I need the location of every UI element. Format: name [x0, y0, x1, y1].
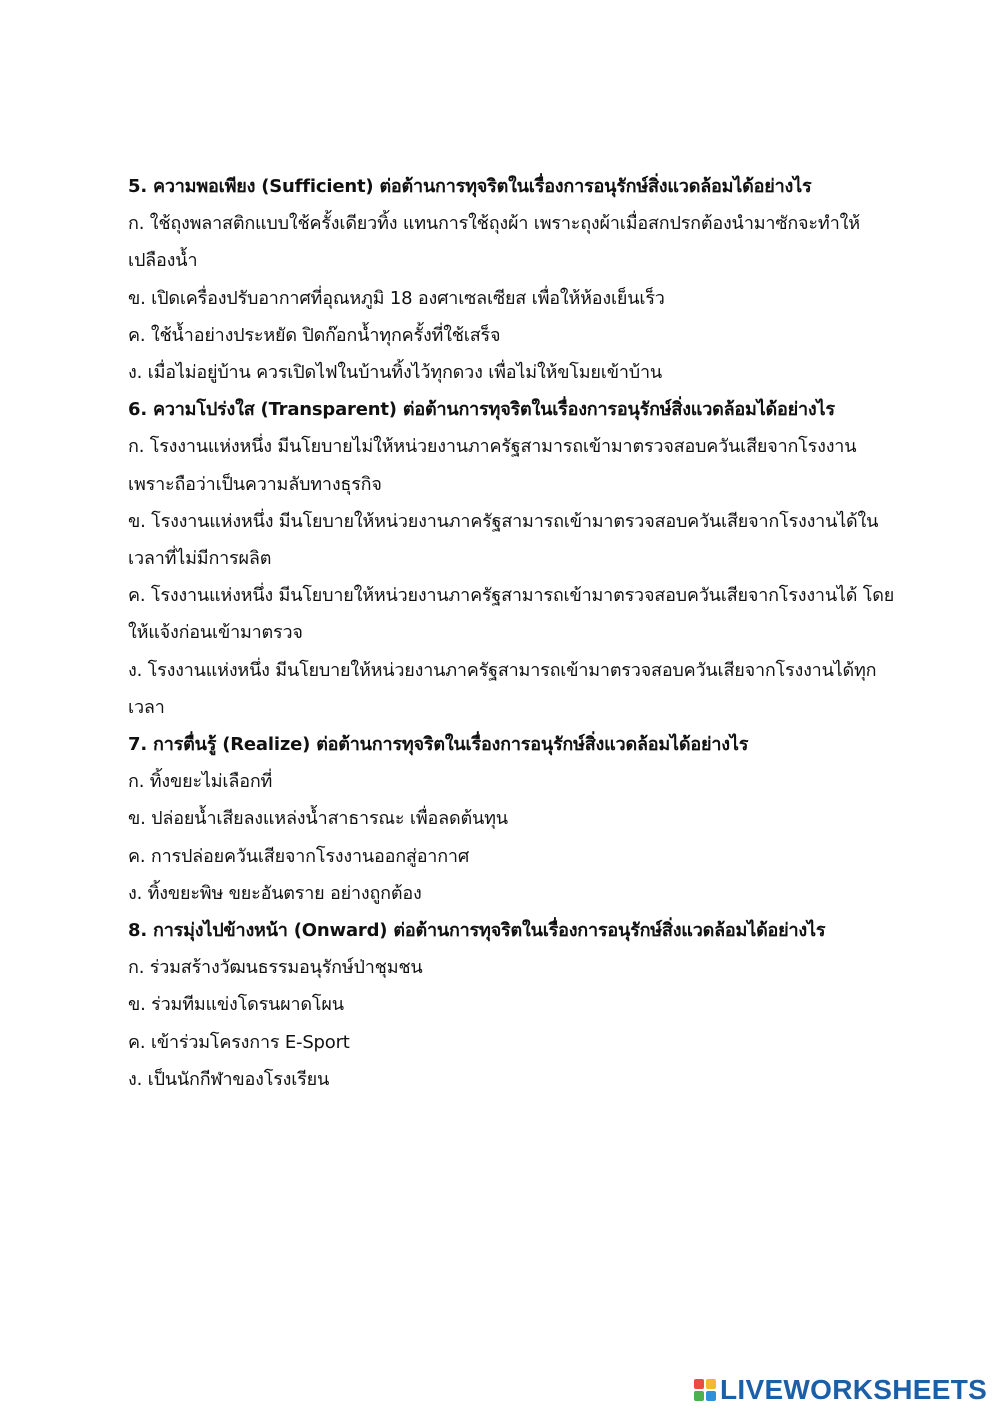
logo-square-yellow	[706, 1379, 716, 1389]
question-6-title: 6. ความโปร่งใส (Transparent) ต่อต้านการทุจริตในเรื่องการอนุรักษ์สิ่งแวดล้อมได้อย่างไร	[128, 399, 835, 421]
question-7-option-d: ง. ทิ้งขยะพิษ ขยะอันตราย อย่างถูกต้อง	[128, 882, 422, 904]
question-7-option-a: ก. ทิ้งขยะไม่เลือกที่	[128, 771, 273, 793]
liveworksheets-logo	[694, 1373, 987, 1407]
question-6-option-b-line-2: เวลาที่ไม่มีการผลิต	[128, 548, 272, 570]
question-6-option-c-line-1: ค. โรงงานแห่งหนึ่ง มีนโยบายให้หน่วยงานภาครัฐสามารถเข้ามาตรวจสอบควันเสียจากโรงงานได้ โดย	[128, 585, 895, 607]
question-5-option-a-line-1: ก. ใช้ถุงพลาสติกแบบใช้ครั้งเดียวทิ้ง แทนการใช้ถุงผ้า เพราะถุงผ้าเมื่อสกปรกต้องนำมาซักจะทำให้	[128, 213, 860, 235]
question-list	[128, 168, 895, 1098]
question-7-option-b: ข. ปล่อยน้ำเสียลงแหล่งน้ำสาธารณะ เพื่อลดต้นทุน	[128, 808, 508, 830]
question-6-option-c-line-2: ให้แจ้งก่อนเข้ามาตรวจ	[128, 622, 303, 644]
question-8-title: 8. การมุ่งไปข้างหน้า (Onward) ต่อต้านการทุจริตในเรื่องการอนุรักษ์สิ่งแวดล้อมได้อย่างไร	[128, 920, 826, 942]
liveworksheets-logo-text: LIVEWORKSHEETS	[720, 1374, 988, 1405]
question-5-option-d: ง. เมื่อไม่อยู่บ้าน ควรเปิดไฟในบ้านทิ้งไว้ทุกดวง เพื่อไม่ให้ขโมยเข้าบ้าน	[128, 362, 662, 384]
logo-square-green	[694, 1391, 704, 1401]
question-6-option-b-line-1: ข. โรงงานแห่งหนึ่ง มีนโยบายให้หน่วยงานภาครัฐสามารถเข้ามาตรวจสอบควันเสียจากโรงงานได้ใน	[128, 510, 879, 532]
question-8-option-a: ก. ร่วมสร้างวัฒนธรรมอนุรักษ์ป่าชุมชน	[128, 957, 423, 979]
question-7-title: 7. การตื่นรู้ (Realize) ต่อต้านการทุจริตในเรื่องการอนุรักษ์สิ่งแวดล้อมได้อย่างไร	[128, 734, 749, 756]
logo-square-red	[694, 1379, 704, 1389]
question-6-option-a-line-2: เพราะถือว่าเป็นความลับทางธุรกิจ	[128, 473, 382, 495]
question-8-option-b: ข. ร่วมทีมแข่งโดรนผาดโผน	[128, 994, 344, 1016]
question-5-title: 5. ความพอเพียง (Sufficient) ต่อต้านการทุจริตในเรื่องการอนุรักษ์สิ่งแวดล้อมได้อย่างไร	[128, 176, 812, 197]
question-6-option-a-line-1: ก. โรงงานแห่งหนึ่ง มีนโยบายไม่ให้หน่วยงานภาครัฐสามารถเข้ามาตรวจสอบควันเสียจากโรงงาน	[128, 436, 857, 458]
question-5-option-c: ค. ใช้น้ำอย่างประหยัด ปิดก๊อกน้ำทุกครั้งที่ใช้เสร็จ	[128, 324, 501, 346]
question-6-option-d-line-1: ง. โรงงานแห่งหนึ่ง มีนโยบายให้หน่วยงานภาครัฐสามารถเข้ามาตรวจสอบควันเสียจากโรงงานได้ทุก	[128, 659, 877, 681]
question-8-option-d: ง. เป็นนักกีฬาของโรงเรียน	[128, 1068, 330, 1090]
logo-square-blue	[706, 1391, 716, 1401]
liveworksheets-logo-icon	[694, 1379, 716, 1401]
question-5-option-b: ข. เปิดเครื่องปรับอากาศที่อุณหภูมิ 18 องศาเซลเซียส เพื่อให้ห้องเย็นเร็ว	[128, 287, 665, 309]
question-7-option-c: ค. การปล่อยควันเสียจากโรงงานออกสู่อากาศ	[128, 845, 470, 867]
question-6-option-d-line-2: เวลา	[128, 696, 165, 718]
question-5-option-a-line-2: เปลืองน้ำ	[128, 250, 198, 272]
question-8-option-c: ค. เข้าร่วมโครงการ E-Sport	[128, 1031, 350, 1053]
